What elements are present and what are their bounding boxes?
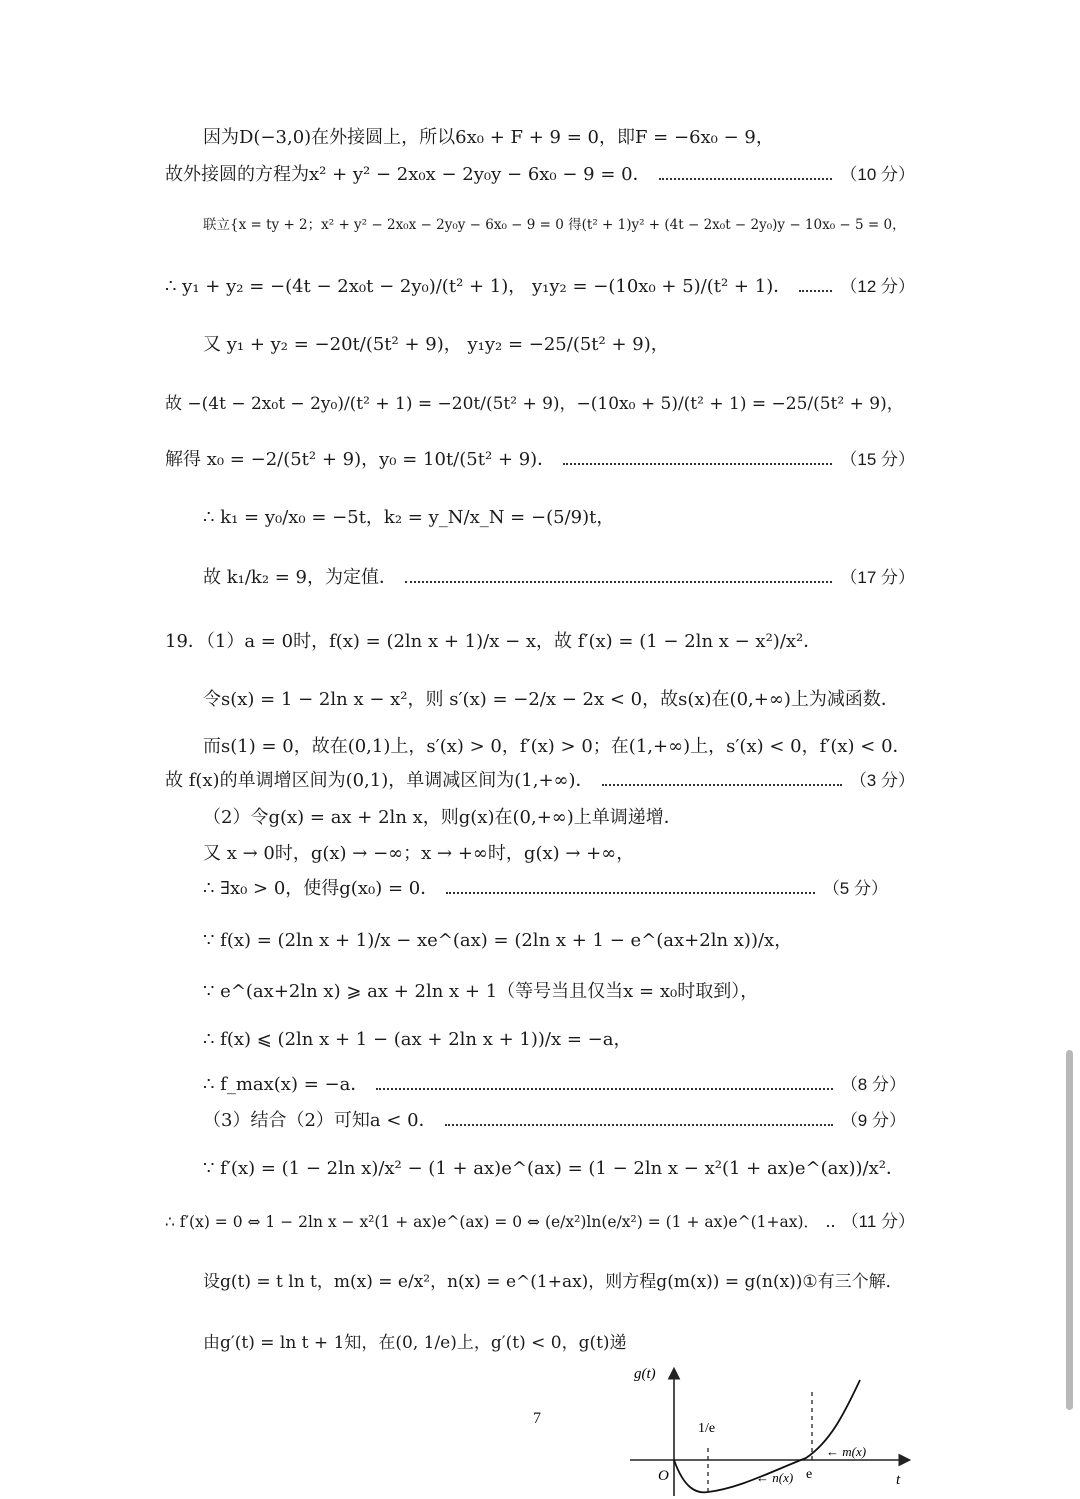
score-label: （3 分） [849, 771, 915, 790]
x-axis-label: t [896, 1472, 901, 1488]
line-5: 又 y₁ + y₂ = −20t/(5t² + 9)， y₁y₂ = −25/(5t² + 9)， [203, 334, 669, 355]
line-14: （2）令g(x) = ax + 2ln x，则g(x)在(0,+∞)上单调递增． [203, 807, 682, 828]
leader-dots [405, 581, 832, 583]
line-19: ∴ f(x) ⩽ (2ln x + 1 − (ax + 2ln x + 1))/x = −a， [203, 1029, 632, 1050]
line-3: 联立{x = ty + 2；x² + y² − 2x₀x − 2y₀y − 6x₀ − 9 = 0 得(t² + 1)y² + (4t − 2x₀t − 2y₀)y − 10x₀ − 5 = 0， [203, 217, 906, 233]
score-label: （12 分） [840, 277, 915, 296]
leader-dots [446, 892, 815, 894]
score-label: （17 分） [840, 568, 915, 587]
line-12: 而s(1) = 0，故在(0,1)上，s′(x) > 0，f′(x) > 0；在(1,+∞)上，s′(x) < 0，f′(x) < 0． [203, 736, 911, 757]
mark-e: e [806, 1467, 813, 1482]
line-22: ∵ f′(x) = (1 − 2ln x)/x² − (1 + ax)e^(ax) = (1 − 2ln x − x²(1 + ax)e^(ax))/x²． [203, 1158, 904, 1179]
y-axis-label: g(t) [634, 1366, 656, 1382]
line-10: 19．（1）a = 0时，f(x) = (2ln x + 1)/x − x，故 f′(x) = (1 − 2ln x − x²)/x²． [165, 631, 822, 652]
line-24: 设g(t) = t ln t，m(x) = e/x²，n(x) = e^(1+ax)，则方程g(m(x)) = g(n(x))①有三个解． [203, 1272, 903, 1292]
line-21: （3）结合（2）可知a < 0． （9 分） [203, 1110, 906, 1131]
leader-dots [602, 784, 842, 786]
score-label: （9 分） [840, 1111, 906, 1130]
leader-dots [659, 178, 833, 180]
line-2: 故外接圆的方程为x² + y² − 2x₀x − 2y₀y − 6x₀ − 9 = 0． （10 分） [165, 164, 915, 185]
line-23: ∴ f′(x) = 0 ⇔ 1 − 2ln x − x²(1 + ax)e^(ax) = 0 ⇔ (e/x²)ln(e/x²) = (1 + ax)e^(1+ax)． （11 分） [165, 1210, 915, 1234]
score-label: （8 分） [840, 1075, 906, 1094]
leader-dots [799, 290, 832, 292]
m-x-label: ← m(x) [826, 1444, 867, 1459]
scrollbar-thumb[interactable] [1066, 1050, 1073, 1410]
score-label: （5 分） [822, 879, 888, 898]
line-6: 故 −(4t − 2x₀t − 2y₀)/(t² + 1) = −20t/(5t² + 9)，−(10x₀ + 5)/(t² + 1) = −25/(5t² + 9)， [165, 394, 904, 414]
line-4: ∴ y₁ + y₂ = −(4t − 2x₀t − 2y₀)/(t² + 1)， y₁y₂ = −(10x₀ + 5)/(t² + 1)． （12 分） [165, 276, 915, 297]
line-25: 由g′(t) = ln t + 1知，在(0, 1/e)上，g′(t) < 0，g(t)递 [203, 1333, 627, 1353]
line-17: ∵ f(x) = (2ln x + 1)/x − xe^(ax) = (2ln x + 1 − e^(ax+2ln x))/x， [203, 930, 793, 951]
origin-label: O [658, 1468, 669, 1484]
leader-dots [563, 463, 832, 465]
leader-dots [827, 1225, 834, 1227]
score-label: （11 分） [841, 1212, 915, 1231]
line-16: ∴ ∃x₀ > 0，使得g(x₀) = 0． （5 分） [203, 878, 888, 899]
g-t-graph [620, 1360, 920, 1499]
line-1: 因为D(−3,0)在外接圆上，所以6x₀ + F + 9 = 0，即F = −6x₀ − 9， [203, 127, 774, 148]
line-20: ∴ f_max(x) = −a． （8 分） [203, 1074, 906, 1095]
line-9: 故 k₁/k₂ = 9，为定值． （17 分） [203, 567, 915, 588]
line-7: 解得 x₀ = −2/(5t² + 9)，y₀ = 10t/(5t² + 9)． （15 分） [165, 449, 915, 470]
score-label: （10 分） [840, 165, 915, 184]
leader-dots [376, 1088, 832, 1090]
leader-dots [445, 1124, 833, 1126]
line-13: 故 f(x)的单调增区间为(0,1)，单调减区间为(1,+∞)． （3 分） [165, 770, 915, 791]
line-11: 令s(x) = 1 − 2ln x − x²，则 s′(x) = −2/x − 2x < 0，故s(x)在(0,+∞)上为减函数． [203, 689, 899, 710]
line-15: 又 x → 0时，g(x) → −∞；x → +∞时，g(x) → +∞， [203, 843, 635, 864]
n-x-label: ← n(x) [756, 1470, 794, 1485]
page-number: 7 [533, 1410, 541, 1427]
mark-1-over-e: 1/e [698, 1421, 716, 1436]
line-8: ∴ k₁ = y₀/x₀ = −5t，k₂ = y_N/x_N = −(5/9)t， [203, 507, 615, 528]
score-label: （15 分） [840, 450, 915, 469]
line-18: ∵ e^(ax+2ln x) ⩾ ax + 2ln x + 1（等号当且仅当x = x₀时取到）， [203, 981, 759, 1002]
